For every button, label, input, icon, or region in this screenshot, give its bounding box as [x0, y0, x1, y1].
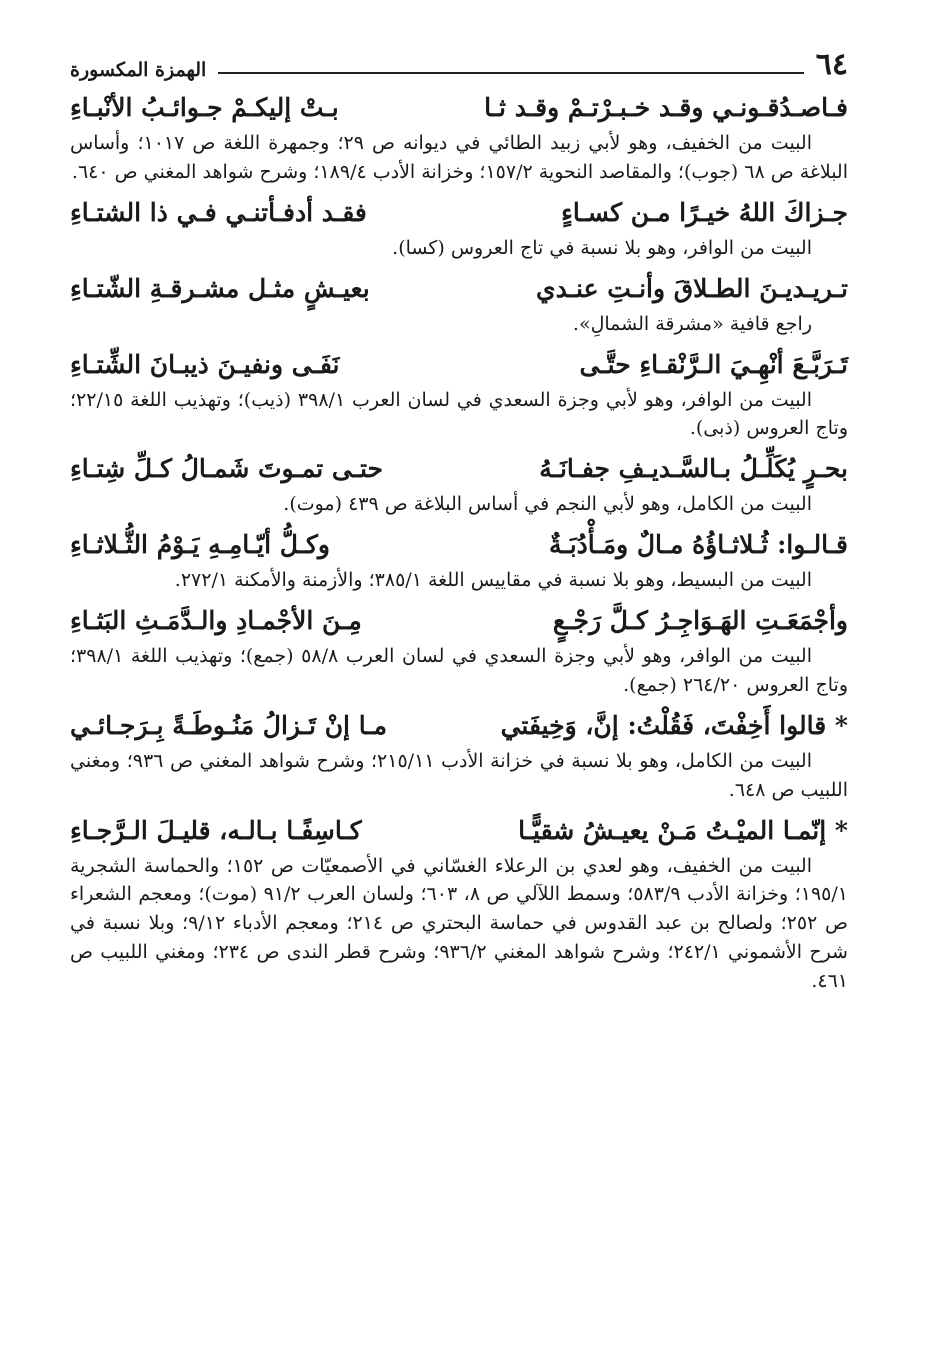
verse-first-hemistich: * إنّمـا الميْـتُ مَـنْ يعيـشُ شقيًّـا	[518, 815, 848, 845]
entry-note: البيت من الوافر، وهو لأبي وجزة السعدي في لسان العرب ٣٩٨/١ (ذيب)؛ وتهذيب اللغة ٢٢/١٥؛ وتاج العروس (ذبى).	[70, 388, 848, 440]
page-header	[70, 40, 848, 80]
verse	[70, 451, 848, 486]
verse	[70, 813, 848, 848]
header-rule	[218, 72, 803, 74]
entry	[70, 527, 848, 595]
running-title: الهمزة المكسورة	[70, 59, 207, 81]
entry-note: البيت من الكامل، وهو بلا نسبة في خزانة الأدب ٢١٥/١١؛ وشرح شواهد المغني ص ٩٣٦؛ ومغني اللبيب ص ٦٤٨.	[70, 749, 848, 801]
verse-first-hemistich: قـالـوا: ثُـلاثـاؤُهُ مـالٌ ومَـأْدُبَـةٌ	[548, 530, 848, 560]
page-number: ٦٤	[815, 47, 848, 82]
entry	[70, 90, 848, 187]
verse-first-hemistich: جـزاكَ اللهُ خيـرًا مـن كسـاءٍ	[561, 197, 848, 227]
page	[70, 40, 848, 1004]
entry	[70, 347, 848, 444]
entry	[70, 603, 848, 700]
entries	[70, 90, 848, 996]
verse-second-hemistich: مـا إنْ تَـزالُ مَنُـوطَـةً بِـرَجـائـي	[70, 710, 388, 740]
verse-first-hemistich: بحـرٍ يُكَلِّـلُ بـالسَّـديـفِ جفـانَـهُ	[539, 454, 848, 484]
verse-second-hemistich: حتـى تمـوتَ شَمـالُ كـلِّ شِتـاءِ	[70, 454, 384, 484]
entry-note: راجع قافية «مشرقة الشمالِ».	[572, 312, 812, 335]
entry	[70, 195, 848, 263]
entry	[70, 708, 848, 805]
entry	[70, 451, 848, 519]
verse-first-hemistich: تَـرَبَّـعَ أنْهِـيَ الـرَّنْقـاءِ حتَّـى	[579, 349, 848, 379]
verse-first-hemistich: فـاصـدُقـونـي وقـد خـبـرْتـمْ وقـد ثـا	[484, 93, 848, 122]
entry	[70, 813, 848, 996]
verse-second-hemistich: وكـلُّ أيّـامِـهِ يَـوْمُ الثُّـلاثـاءِ	[70, 530, 330, 560]
entry-note: البيت من الخفيف، وهو لأبي زبيد الطائي في ديوانه ص ٢٩؛ وجمهرة اللغة ص ١٠١٧؛ وأساس البلاغة ص ٦٨ (جوب)؛ والمقاصد النحوية ١٥٧/٢؛ وخزانة الأدب ١٨٩/٤؛ وشرح شواهد المغني ص ٦٤٠.	[70, 132, 848, 183]
verse-first-hemistich: تـريـديـنَ الطـلاقَ وأنـتِ عنـدي	[536, 273, 848, 303]
verse	[70, 347, 848, 382]
entry-note: البيت من الخفيف، وهو لعدي بن الرعلاء الغسّاني في الأصمعيّات ص ١٥٢؛ والحماسة الشجرية ١٩٥/١؛ وخزانة الأدب ٥٨٣/٩؛ وسمط اللآلي ص ٨، ٦٠٣؛ ولسان العرب ٩١/٢ (موت)؛ ومعجم الشعراء ص ٢٥٢؛ ولصالح بن عبد القدوس في حماسة البحتري ص ٢١٤؛ ومعجم الأدباء ٩/١٢؛ وبلا نسبة في شرح الأشموني ٢٤٢/١؛ وشرح شواهد المغني ٩٣٦/٢؛ وشرح قطر الندى ص ٢٣٤؛ ومغني اللبيب ص ٤٦١.	[70, 854, 848, 992]
verse-second-hemistich: مِـنَ الأجْمـادِ والـدَّمَـثِ البَثـاءِ	[70, 606, 362, 635]
verse-second-hemistich: فقـد أدفـأتنـي فـي ذا الشتـاءِ	[70, 197, 367, 227]
entry-note: البيت من البسيط، وهو بلا نسبة في مقاييس اللغة ٣٨٥/١؛ والأزمنة والأمكنة ٢٧٢/١.	[174, 569, 812, 592]
entry	[70, 271, 848, 339]
entry-note: البيت من الوافر، وهو لأبي وجزة السعدي في لسان العرب ٥٨/٨ (جمع)؛ وتهذيب اللغة ٣٩٨/١؛ وتاج العروس ٢٦٤/٢٠ (جمع).	[70, 645, 848, 696]
verse-second-hemistich: كـاسِفًـا بـالـه، قليـلَ الـرَّجـاءِ	[70, 815, 362, 845]
verse-first-hemistich: * قالوا أَخِفْتَ، فَقُلْتُ: إنَّ، وَخِيفَتي	[500, 710, 848, 740]
verse	[70, 527, 848, 562]
entry-note: البيت من الكامل، وهو لأبي النجم في أساس البلاغة ص ٤٣٩ (موت).	[283, 493, 812, 516]
verse	[70, 195, 848, 230]
verse	[70, 603, 848, 638]
verse	[70, 708, 848, 743]
verse-second-hemistich: بعيـشٍ مثـل مشـرقـةِ الشّتـاءِ	[70, 273, 370, 303]
entry-note: البيت من الوافر، وهو بلا نسبة في تاج العروس (كسا).	[392, 236, 812, 259]
verse-first-hemistich: وأجْمَعَـتِ الهَـوَاجِـرُ كـلَّ رَجْـعٍ	[552, 606, 848, 635]
verse-second-hemistich: نَفَـى ونفيـنَ ذيبـانَ الشِّتـاءِ	[70, 349, 340, 379]
verse	[70, 90, 848, 125]
verse-second-hemistich: بـتْ إليكـمْ جـوائـبُ الأنْبـاءِ	[70, 93, 339, 122]
verse	[70, 271, 848, 306]
